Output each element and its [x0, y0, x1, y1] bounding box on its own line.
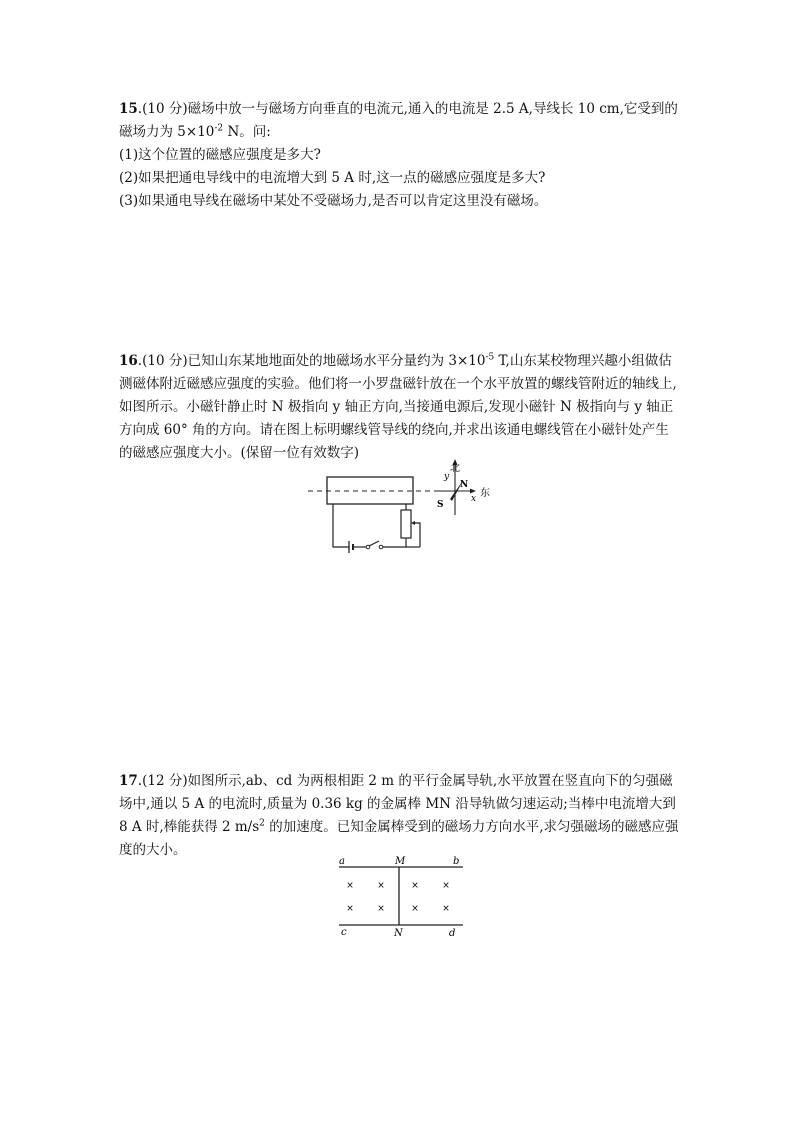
question-16-number: 16 — [119, 353, 138, 369]
field-cross: × — [442, 881, 450, 891]
question-17-head: .(12 分)如图所示,ab、cd 为两根相距 2 m 的平行金属导轨,水平放置在竖直向下的匀强磁场中,通以 5 A 的电流时,质量为 0.36 kg 的金属棒 MN 沿导轨做匀速运动;当棒中电流增大到 8 A 时,棒能获得 2 m/s — [119, 773, 676, 835]
question-17-stem — [119, 770, 679, 862]
rheostat-slider-arrow — [411, 521, 415, 525]
x-axis-label: x — [471, 494, 477, 504]
label-a: a — [339, 856, 345, 867]
question-17-number: 17 — [119, 773, 138, 789]
question-15-stem — [119, 98, 679, 144]
x-axis-arrow — [470, 489, 476, 494]
field-cross: × — [411, 881, 419, 891]
label-m: M — [395, 856, 406, 867]
rheostat — [401, 510, 411, 538]
question-16-stem — [119, 350, 679, 465]
field-cross: × — [442, 904, 450, 914]
magnetic-field-crosses — [346, 881, 450, 914]
question-15-exponent: -2 — [214, 123, 224, 134]
question-17-exponent: 2 — [259, 818, 265, 829]
y-axis-label: y — [444, 472, 450, 482]
field-cross: × — [346, 904, 354, 914]
question-15-number: 15 — [119, 101, 138, 117]
question-17-tail: 的加速度。已知金属棒受到的磁场力方向水平,求匀强磁场的磁感应强度的大小。 — [119, 819, 679, 858]
question-15-part-3: (3)如果通电导线在磁场中某处不受磁场力,是否可以肯定这里没有磁场。 — [119, 193, 548, 209]
question-16-exponent: -5 — [485, 352, 495, 363]
north-label: 北 — [450, 463, 460, 474]
field-cross: × — [377, 881, 385, 891]
question-15-part-1: (1)这个位置的磁感应强度是多大? — [119, 147, 321, 163]
label-n: N — [394, 928, 403, 937]
switch-contact-right — [379, 545, 383, 549]
field-cross: × — [377, 904, 385, 914]
switch-lever — [369, 541, 379, 546]
rails-rod-figure — [335, 855, 470, 937]
circuit-wire-left — [333, 504, 349, 547]
solenoid-compass-figure — [300, 455, 510, 555]
label-b: b — [453, 856, 460, 867]
question-16-tail: T,山东某校物理兴趣小组做估测磁体附近磁感应强度的实验。他们将一小罗盘磁针放在一个水平放置的螺线管附近的轴线上,如图所示。小磁针静止时 N 极指向 y 轴正方向,当接通电源后,发现小磁针 N 极指向与 y 轴正方向成 60° 角的方向。请在图上标明螺线管导线的绕向,并求出该通电螺线管在小磁针处产生的磁感应强度大小。(保留一位有效数字) — [119, 353, 677, 461]
rheostat-slider-wire — [413, 523, 420, 547]
question-15 — [119, 98, 679, 213]
label-d: d — [449, 928, 456, 937]
east-label: 东 — [480, 488, 490, 499]
question-15-head: .(10 分)磁场中放一与磁场方向垂直的电流元,通入的电流是 2.5 A,导线长 10 cm,它受到的磁场力为 5×10 — [119, 101, 678, 140]
question-15-part-2: (2)如果把通电导线中的电流增大到 5 A 时,这一点的磁感应强度是多大? — [119, 170, 546, 186]
field-cross: × — [411, 904, 419, 914]
field-cross: × — [346, 881, 354, 891]
question-16 — [119, 350, 679, 465]
circuit-wire-right — [383, 538, 406, 547]
question-15-tail: N。问: — [223, 124, 271, 140]
needle-n-label: N — [460, 480, 469, 490]
question-16-head: .(10 分)已知山东某地地面处的地磁场水平分量约为 3×10 — [137, 353, 486, 369]
needle-s-label: S — [437, 500, 444, 510]
label-c: c — [341, 927, 347, 937]
question-17 — [119, 770, 679, 862]
